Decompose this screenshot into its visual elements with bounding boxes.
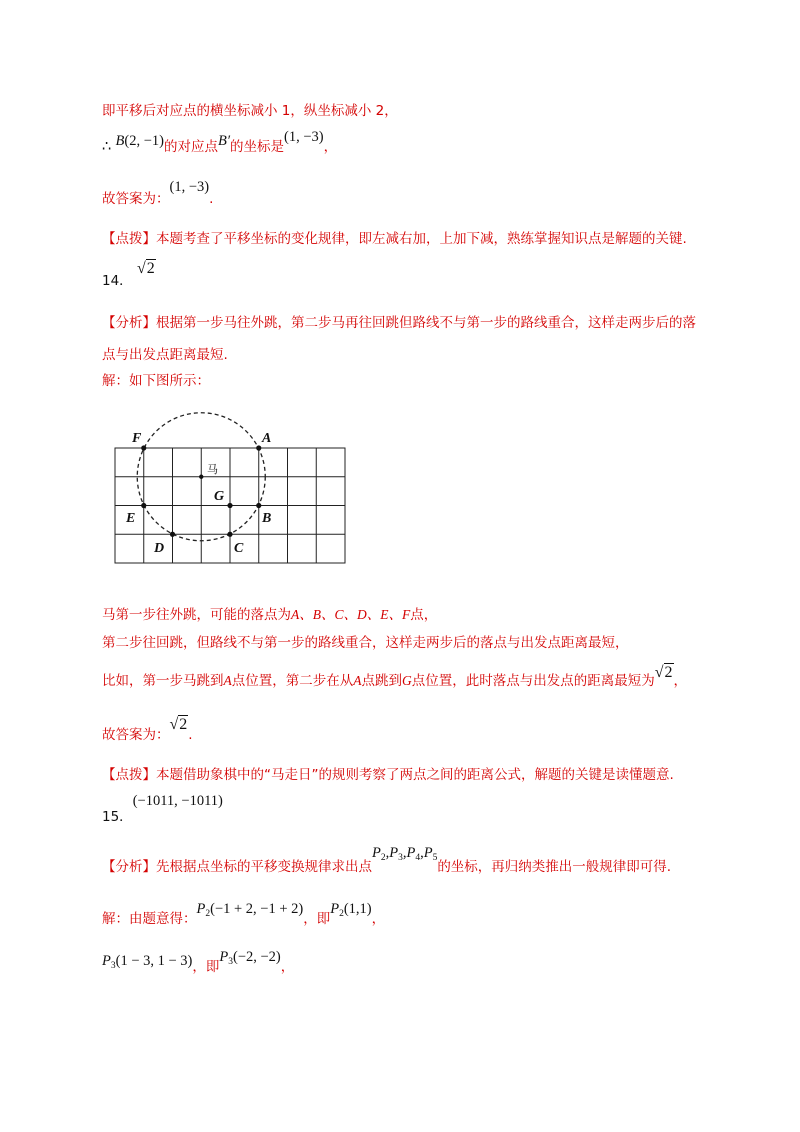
- point-g: G: [402, 673, 412, 688]
- sqrt-expression: √2: [169, 716, 188, 733]
- point-g: [227, 503, 232, 508]
- point-b: [256, 503, 261, 508]
- text: .: [188, 727, 193, 743]
- text: 第二步往回跳，但路线不与第一步的路线重合，这样走两步后的落点与出发点距离最短，: [102, 635, 629, 651]
- text: 点，: [410, 607, 438, 623]
- text: ，: [673, 673, 688, 689]
- explain-line-3: [102, 664, 688, 690]
- answer-14: [102, 716, 193, 744]
- points-p2-p5: $P_2,P_3,P_4,P_5$: [372, 845, 438, 863]
- text: 解：由题意得：: [102, 911, 197, 927]
- text: ，: [323, 139, 338, 155]
- point-d: [170, 532, 175, 537]
- analysis-14: [102, 314, 696, 332]
- text: 解：如下图所示：: [102, 373, 210, 389]
- solution-15-line-2: [102, 949, 295, 978]
- solution-15-line-1: [102, 901, 386, 930]
- question-number: 15．: [102, 809, 133, 825]
- answer-label: 故答案为：: [102, 727, 170, 743]
- result-p3: $P_3(-2$, −2): [219, 949, 281, 967]
- expression-p3: $P_3(1 - 3$, 1 − 3): [102, 953, 193, 971]
- text: 的对应点: [163, 139, 218, 155]
- text: ，即: [192, 959, 220, 975]
- point-f: [141, 445, 146, 450]
- coordinate: (1, −3): [284, 129, 324, 145]
- text: 点位置，此时落点与出发点的距离最短为: [411, 673, 655, 689]
- point-e: [141, 503, 146, 508]
- tip-13: [102, 230, 687, 248]
- text: 的坐标，再归纳类推出一般规律即可得.: [437, 859, 672, 875]
- answer-line: [102, 179, 214, 208]
- point-b: B(2, −1): [115, 133, 164, 149]
- text: 【点拨】本题考查了平移坐标的变化规律，即左减右加，上加下减，熟练掌握知识点是解题的关键.: [102, 231, 687, 247]
- text: 的坐标是: [230, 139, 285, 155]
- text: 【点拨】本题借助象棋中的“马走日”的规则考察了两点之间的距离公式，解题的关键是读懂题意.: [102, 767, 674, 783]
- text: .: [209, 191, 214, 207]
- sqrt-expression: √2: [654, 664, 673, 681]
- answer-label: 故答案为：: [102, 191, 170, 207]
- text: 点位置，第二步在从: [231, 673, 354, 689]
- analysis-14-cont: [102, 346, 228, 364]
- text: ，: [371, 911, 386, 927]
- label-b: B: [262, 511, 272, 526]
- point-c: [227, 532, 232, 537]
- chessboard-figure: [110, 380, 360, 569]
- label-g: G: [214, 489, 225, 504]
- text: 【分析】根据第一步马往外跳，第二步马再往回跳但路线不与第一步的路线重合，这样走两步后的落: [102, 315, 696, 331]
- text: 点跳到: [361, 673, 402, 689]
- text: ，即: [303, 911, 331, 927]
- text: 比如，第一步马跳到: [102, 673, 224, 689]
- text: 点与出发点距离最短.: [102, 347, 228, 363]
- point-b-prime: B′: [217, 133, 231, 149]
- text: ，: [280, 959, 295, 975]
- tip-14: [102, 766, 674, 784]
- text: 【分析】先根据点坐标的平移变换规律求出点: [102, 859, 372, 875]
- label-a: A: [262, 431, 272, 446]
- label-f: F: [132, 431, 142, 446]
- explain-line-1: [102, 606, 437, 624]
- question-14: [102, 260, 156, 290]
- text: 马第一步往外跳，可能的落点为: [102, 607, 291, 623]
- sqrt-expression: √2: [136, 260, 155, 277]
- point-a: A: [223, 673, 232, 688]
- label-d: D: [154, 541, 165, 556]
- points-list: A、B、C、D、E、F: [291, 607, 411, 622]
- label-e: E: [126, 511, 136, 526]
- label-c: C: [234, 541, 244, 556]
- answer-value: (1, −3): [169, 179, 210, 195]
- question-number: 14．: [102, 273, 133, 289]
- point-a: [256, 445, 261, 450]
- result-p2: $P_2(1,1)$: [330, 901, 372, 919]
- point-a: A: [353, 673, 362, 688]
- text-line: [102, 102, 398, 120]
- question-15: [102, 793, 223, 826]
- therefore-symbol: ∴: [102, 139, 112, 155]
- answer-value: (−1011, −1011): [132, 793, 223, 809]
- math-line: [102, 129, 338, 156]
- text: 即平移后对应点的横坐标减小 1，纵坐标减小 2，: [102, 103, 398, 119]
- explain-line-2: [102, 634, 629, 652]
- analysis-15: [102, 845, 672, 878]
- point-start: [199, 475, 203, 479]
- grid-diagram: [110, 380, 360, 565]
- horse-label: 马: [207, 463, 218, 476]
- expression-p2: $P_2(-1 + 2$, −1 + 2): [196, 901, 304, 919]
